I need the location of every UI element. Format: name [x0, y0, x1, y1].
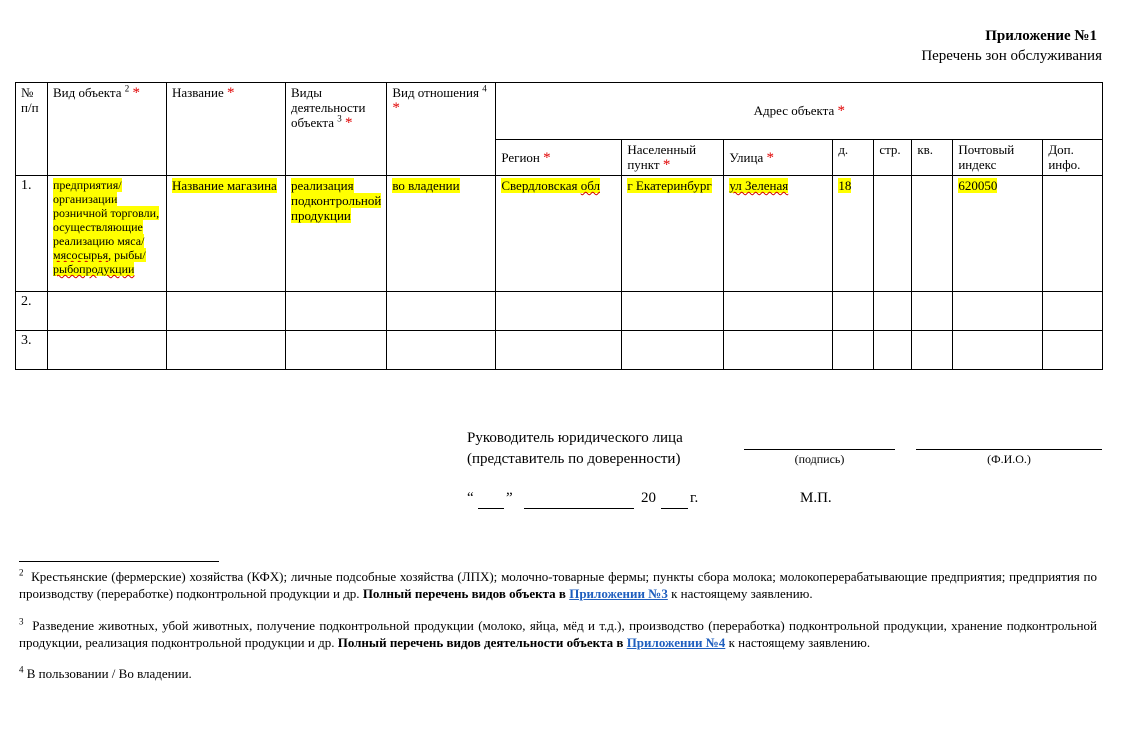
table-cell[interactable]	[387, 331, 496, 370]
table-cell[interactable]	[912, 292, 953, 331]
cell-house[interactable]: 18	[833, 176, 874, 292]
cell-region[interactable]: Свердловская обл	[496, 176, 622, 292]
col-header-house: д.	[833, 140, 874, 176]
table-cell[interactable]	[167, 292, 286, 331]
col-header-name: Название *	[167, 83, 286, 176]
table-cell[interactable]	[387, 292, 496, 331]
col-header-activity: Виды деятельности объекта $^3$ *	[286, 83, 387, 176]
footnote-4: $^4$ В пользовании / Во владении.	[19, 664, 192, 681]
col-header-building: стр.	[874, 140, 912, 176]
col-header-locality: Населенный пункт *	[622, 140, 724, 176]
table-row	[16, 331, 1103, 370]
row-num: 3.	[16, 331, 48, 370]
signature-caption: (подпись)	[794, 452, 845, 466]
table-cell[interactable]	[496, 331, 622, 370]
date-month-line[interactable]	[524, 508, 634, 509]
date-day-line[interactable]	[478, 508, 504, 509]
table-row	[16, 292, 1103, 331]
table-cell[interactable]	[833, 331, 874, 370]
service-zones-table	[15, 82, 1103, 370]
table-cell[interactable]	[286, 292, 387, 331]
appendix-3-link[interactable]: Приложении №3	[569, 586, 668, 601]
table-cell[interactable]	[953, 292, 1043, 331]
table-cell[interactable]	[48, 292, 167, 331]
cell-postcode[interactable]: 620050	[953, 176, 1043, 292]
signer-title-line1: Руководитель юридического лица	[467, 430, 683, 446]
cell-building[interactable]	[874, 176, 912, 292]
table-cell[interactable]	[1043, 292, 1103, 331]
cell-apartment[interactable]	[912, 176, 953, 292]
appendix-subtitle: Перечень зон обслуживания	[921, 48, 1102, 64]
signature-line[interactable]	[744, 449, 895, 450]
footnote-2: $^2$ Крестьянские (фермерские) хозяйства (КФХ); личные подсобные хозяйства (ЛПХ); молочно-товарные фермы; пункты сбора молока; молокоперерабатывающие предприятия; предприятия по производству (переработке) подконтрольной продукции и др. Полный перечень видов объекта в Приложении №3 к настоящему заявлению.	[19, 567, 1097, 601]
cell-locality[interactable]: г Екатеринбург	[622, 176, 724, 292]
fio-caption: (Ф.И.О.)	[987, 452, 1031, 466]
stamp-placeholder: М.П.	[800, 490, 832, 506]
col-header-relation: Вид отношения $^4$ *	[387, 83, 496, 176]
table-cell[interactable]	[912, 331, 953, 370]
col-header-postcode: Почтовый индекс	[953, 140, 1043, 176]
year-suffix: г.	[690, 490, 699, 506]
year-prefix: 20	[641, 490, 656, 506]
table-cell[interactable]	[167, 331, 286, 370]
date-open-quote: “	[467, 490, 474, 506]
date-year-line[interactable]	[661, 508, 688, 509]
table-cell[interactable]	[1043, 331, 1103, 370]
footnote-separator	[19, 561, 219, 562]
table-cell[interactable]	[953, 331, 1043, 370]
table-cell[interactable]	[833, 292, 874, 331]
table-cell[interactable]	[622, 292, 724, 331]
cell-activity[interactable]: реализация подконтрольной продукции	[286, 176, 387, 292]
col-header-num: № п/п	[16, 83, 48, 176]
table-cell[interactable]	[724, 331, 833, 370]
col-header-address: Адрес объекта *	[496, 83, 1103, 140]
fio-line[interactable]	[916, 449, 1102, 450]
table-cell[interactable]	[724, 292, 833, 331]
table-row	[16, 176, 1103, 292]
table-header-row	[16, 83, 1103, 140]
footnote-3: $^3$ Разведение животных, убой животных, получение подконтрольной продукции (молоко, яйца, мёд и т.д.), производство (переработка) подконтрольной продукции, хранение подконтрольной продукции, реализация подконтрольной продукции и др. Полный перечень видов деятельности объекта в Приложении №4 к настоящему заявлению.	[19, 616, 1097, 650]
cell-relation[interactable]: во владении	[387, 176, 496, 292]
signer-title-line2: (представитель по доверенности)	[467, 451, 681, 467]
cell-extra[interactable]	[1043, 176, 1103, 292]
row-num: 1.	[16, 176, 48, 292]
appendix-4-link[interactable]: Приложении №4	[626, 635, 726, 650]
table-cell[interactable]	[874, 331, 912, 370]
table-cell[interactable]	[286, 331, 387, 370]
col-header-object-type: Вид объекта $^2$ *	[48, 83, 167, 176]
cell-name[interactable]: Название магазина	[167, 176, 286, 292]
col-header-apartment: кв.	[912, 140, 953, 176]
appendix-title: Приложение №1	[985, 28, 1097, 44]
col-header-extra: Доп. инфо.	[1043, 140, 1103, 176]
row-num: 2.	[16, 292, 48, 331]
table-cell[interactable]	[622, 331, 724, 370]
table-cell[interactable]	[48, 331, 167, 370]
table-cell[interactable]	[874, 292, 912, 331]
table-cell[interactable]	[496, 292, 622, 331]
col-header-region: Регион *	[496, 140, 622, 176]
cell-object-type[interactable]: предприятия/организации розничной торговли, осуществляющие реализацию мяса/мясосырья, рыбы/рыбопродукции	[48, 176, 167, 292]
date-close-quote: ”	[506, 490, 513, 506]
col-header-street: Улица *	[724, 140, 833, 176]
cell-street[interactable]: ул Зеленая	[724, 176, 833, 292]
